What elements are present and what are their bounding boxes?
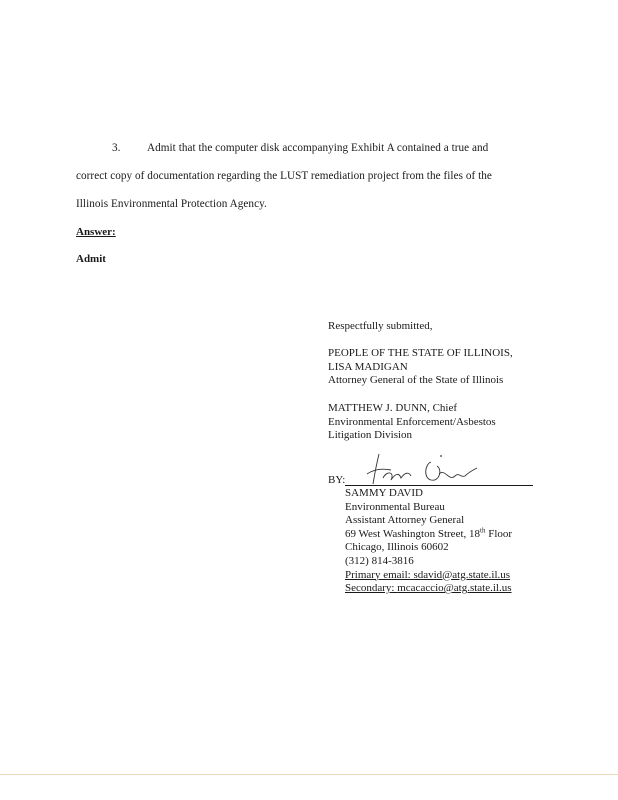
paragraph-line-2: correct copy of documentation regarding the LUST remediation project from the files of the: [76, 170, 492, 182]
closing-line: Respectfully submitted,: [328, 320, 433, 332]
party-block: [328, 347, 513, 388]
chief-block: [328, 402, 496, 443]
chief-division-line-2: Litigation Division: [328, 429, 413, 441]
paragraph-number: 3.: [112, 142, 121, 154]
secondary-email-line[interactable]: [345, 582, 512, 596]
primary-email-line[interactable]: [345, 569, 512, 583]
answer-text: Admit: [76, 253, 106, 265]
by-label: BY:: [328, 474, 346, 486]
paragraph-line-1: Admit that the computer disk accompanying Exhibit A contained a true and: [147, 142, 489, 154]
party-name: PEOPLE OF THE STATE OF ILLINOIS,: [328, 347, 513, 359]
signer-title: Assistant Attorney General: [345, 514, 465, 527]
primary-email-label: Primary email:: [345, 568, 411, 581]
attorney-general-title: Attorney General of the State of Illinois: [328, 374, 504, 386]
address-street-prefix: 69 West Washington Street, 18: [345, 527, 481, 540]
signer-block: [345, 487, 512, 596]
secondary-email-link[interactable]: mcacaccio@atg.state.il.us: [397, 582, 512, 595]
chief-name: MATTHEW J. DUNN, Chief: [328, 402, 458, 414]
chief-division-line-1: Environmental Enforcement/Asbestos: [328, 415, 496, 428]
phone-number: (312) 814-3816: [345, 554, 414, 567]
address-street-suffix: Floor: [485, 527, 513, 540]
secondary-email-label: Secondary:: [345, 582, 395, 595]
signer-bureau: Environmental Bureau: [345, 500, 445, 513]
page-bottom-rule: [0, 774, 618, 775]
primary-email-link[interactable]: sdavid@atg.state.il.us: [413, 568, 511, 581]
handwritten-signature: [365, 448, 495, 488]
signature-line: [345, 485, 533, 486]
address-street: [345, 528, 512, 542]
signer-name: SAMMY DAVID: [345, 487, 423, 499]
answer-heading: Answer:: [76, 226, 116, 238]
paragraph-line-3: Illinois Environmental Protection Agency.: [76, 198, 267, 210]
address-city: Chicago, Illinois 60602: [345, 541, 449, 554]
attorney-general-name: LISA MADIGAN: [328, 360, 408, 373]
address-street-ordinal: th: [480, 526, 486, 535]
